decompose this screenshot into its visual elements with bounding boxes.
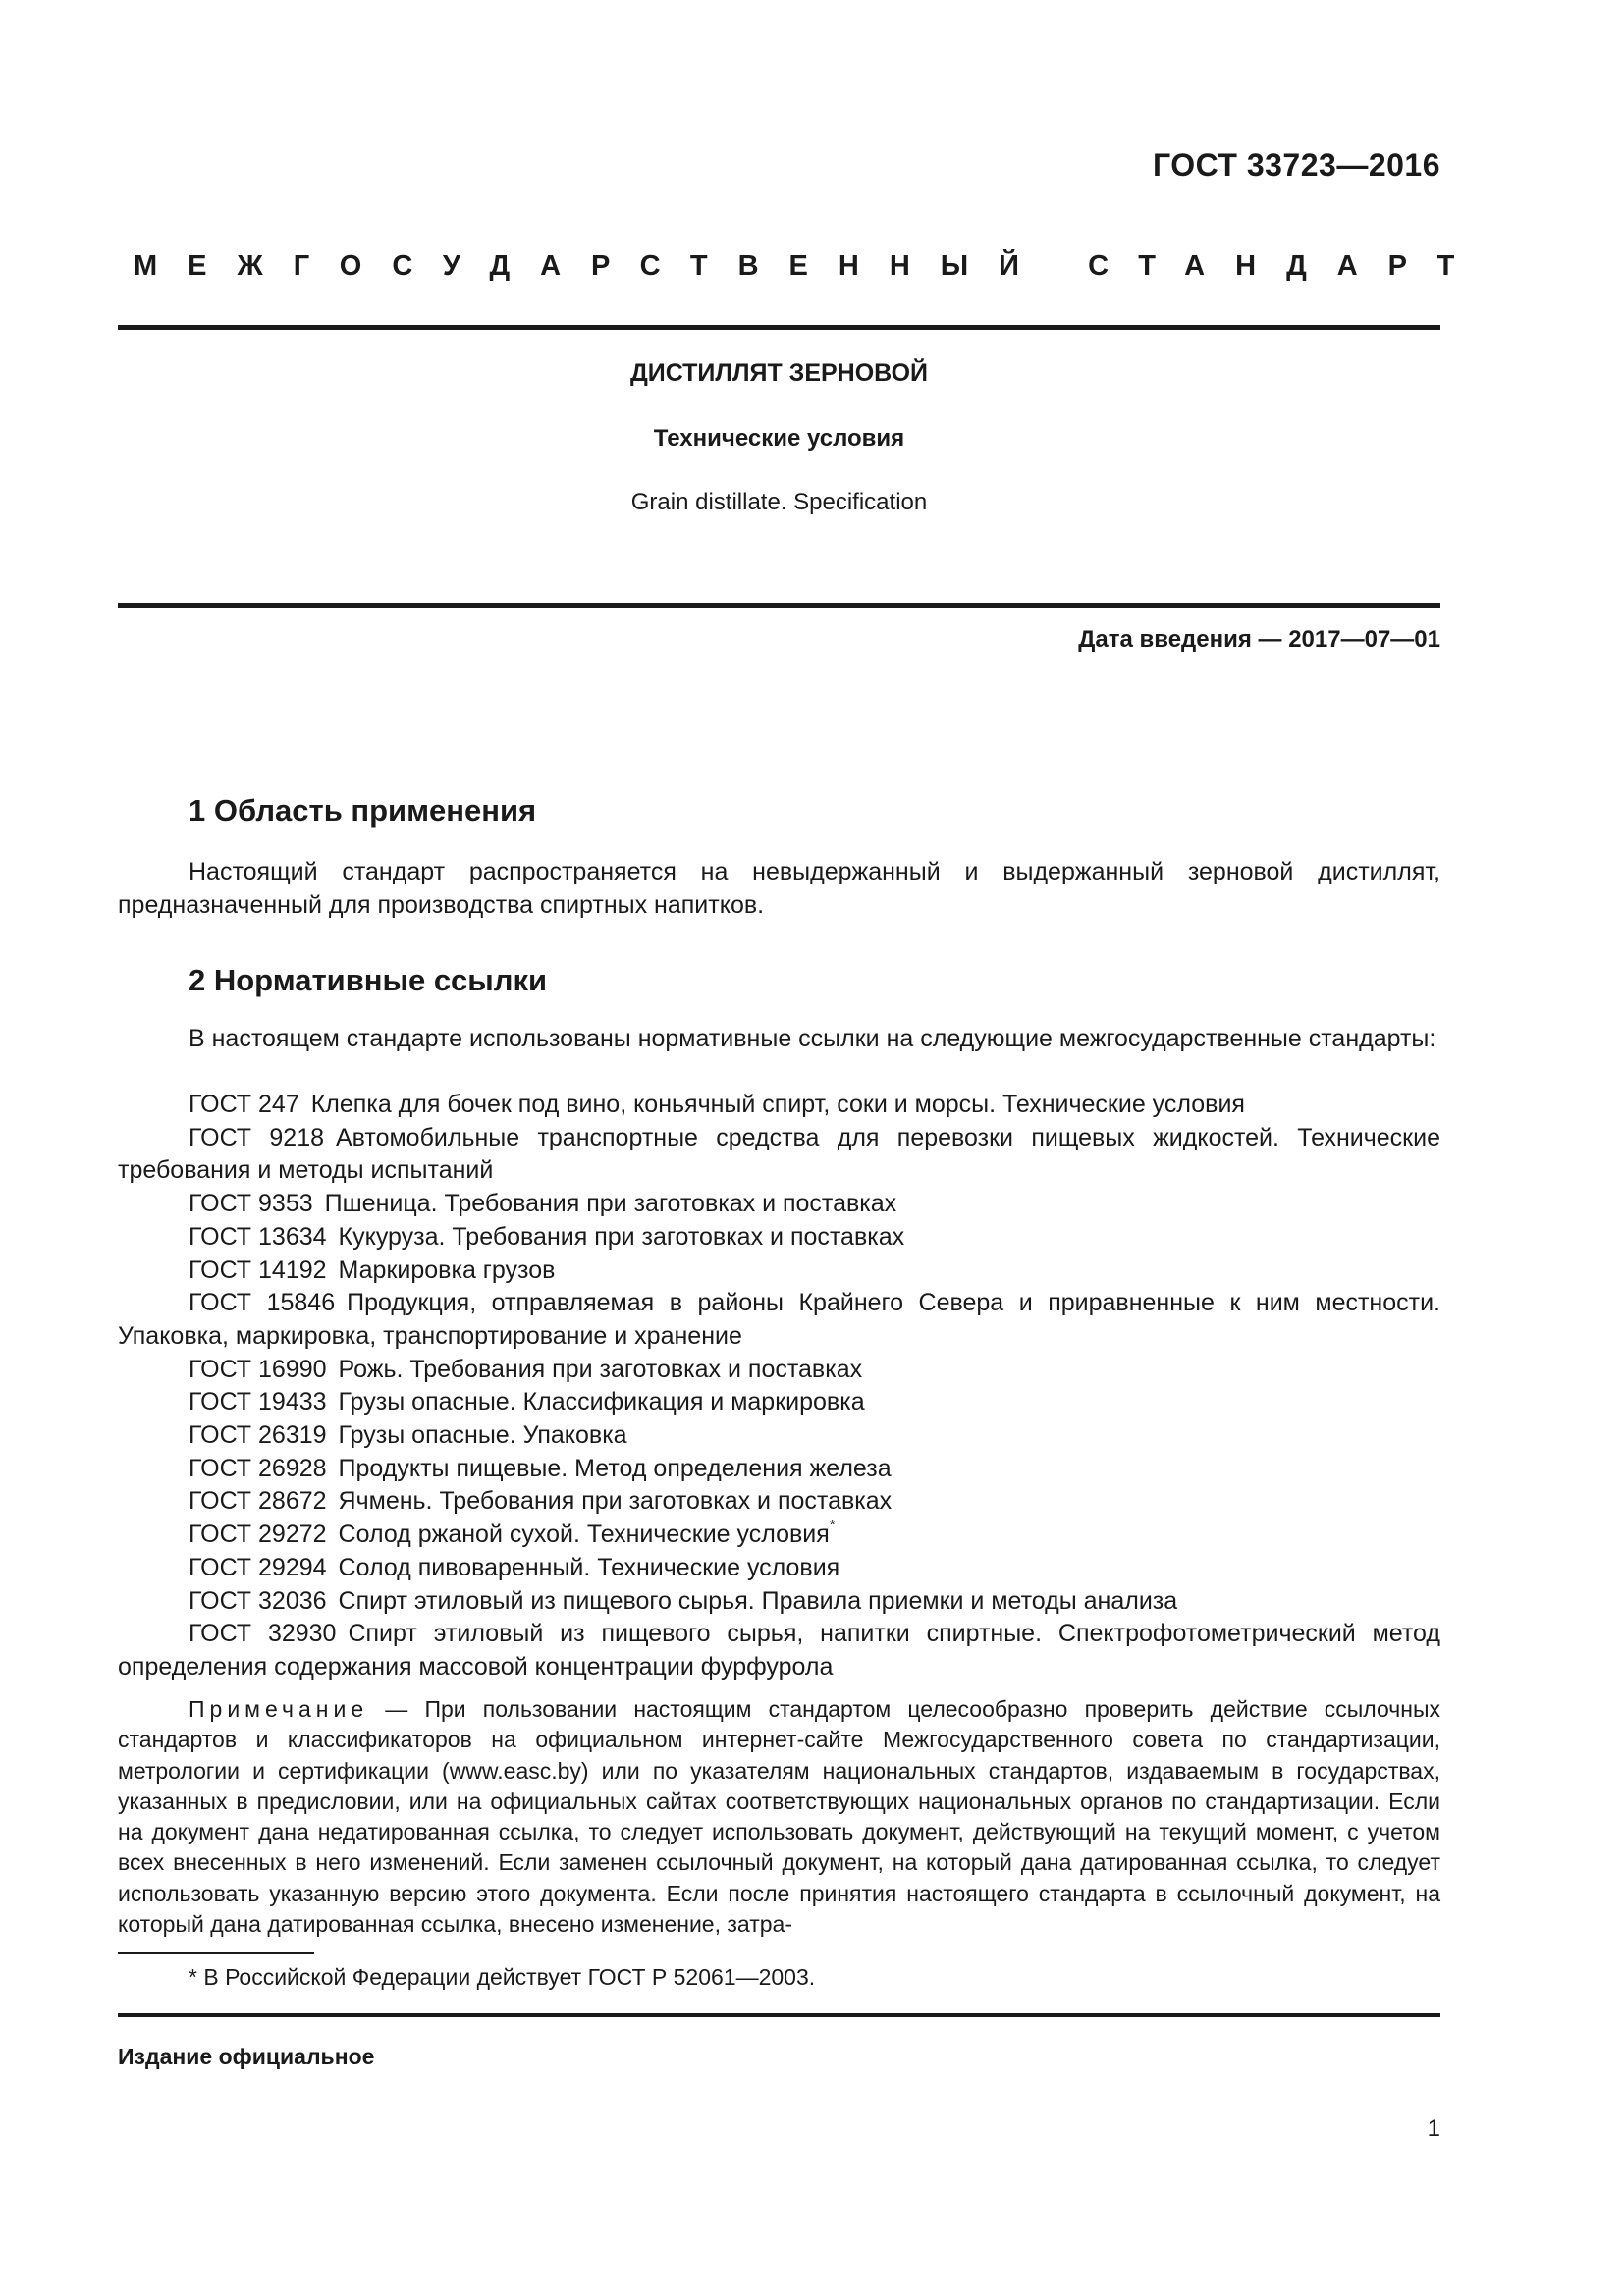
reference-code: ГОСТ 15846 xyxy=(189,1289,336,1317)
document-code: ГОСТ 33723—2016 xyxy=(1152,147,1440,183)
reference-item xyxy=(118,1618,1440,1683)
normative-references-list xyxy=(118,1089,1440,1684)
reference-title: Продукты пищевые. Метод определения железа xyxy=(338,1454,892,1482)
english-title: Grain distillate. Specification xyxy=(630,489,928,515)
section-1-heading: 1 Область применения xyxy=(189,793,537,828)
reference-title: Рожь. Требования при заготовках и поставках xyxy=(338,1355,863,1383)
reference-title: Грузы опасные. Классификация и маркировка xyxy=(338,1388,865,1416)
reference-item xyxy=(118,1453,1440,1486)
reference-title: Солод пивоваренный. Технические условия xyxy=(338,1553,840,1581)
reference-title: Спирт этиловый из пищевого сырья, напитки спиртные. Спектрофотометрический метод определения содержания массовой концентрации фурфурола xyxy=(118,1620,1440,1681)
reference-item xyxy=(118,1221,1440,1255)
reference-item xyxy=(118,1354,1440,1387)
reference-code: ГОСТ 29272 xyxy=(189,1521,327,1549)
reference-item xyxy=(118,1122,1440,1188)
reference-item xyxy=(118,1255,1440,1288)
reference-note xyxy=(118,1694,1440,1940)
reference-item xyxy=(118,1386,1440,1419)
reference-item xyxy=(118,1485,1440,1519)
reference-code: ГОСТ 32930 xyxy=(189,1620,337,1648)
page-number: 1 xyxy=(1427,2115,1440,2142)
reference-code: ГОСТ 13634 xyxy=(189,1222,327,1251)
reference-title: Солод ржаной сухой. Технические условия xyxy=(338,1521,830,1549)
reference-item xyxy=(118,1287,1440,1353)
reference-code: ГОСТ 26319 xyxy=(189,1421,327,1450)
reference-code: ГОСТ 247 xyxy=(189,1091,299,1118)
reference-code: ГОСТ 28672 xyxy=(189,1487,327,1516)
introduction-date: Дата введения — 2017—07—01 xyxy=(1078,626,1440,653)
standard-type-heading: МЕЖГОСУДАРСТВЕННЫЙ СТАНДАРТ xyxy=(134,250,1486,282)
reference-code: ГОСТ 9218 xyxy=(189,1123,324,1151)
reference-title: Ячмень. Требования при заготовках и поставках xyxy=(338,1487,893,1516)
reference-item xyxy=(118,1419,1440,1453)
reference-code: ГОСТ 14192 xyxy=(189,1255,327,1284)
edition-label: Издание официальное xyxy=(118,2044,375,2069)
reference-title: Клепка для бочек под вино, коньячный спирт, соки и морсы. Технические условия xyxy=(310,1091,1245,1118)
reference-code: ГОСТ 26928 xyxy=(189,1454,327,1482)
reference-title: Маркировка грузов xyxy=(338,1255,556,1284)
footnote: * В Российской Федерации действует ГОСТ Р 52061—2003. xyxy=(189,1964,816,1990)
section-1-text: Настоящий стандарт распространяется на невыдержанный и выдержанный зерновой дистиллят, предназначенный для производства спиртных напитков. xyxy=(118,858,1440,919)
reference-item xyxy=(118,1188,1440,1221)
reference-item xyxy=(118,1585,1440,1619)
footnote-marker: * xyxy=(829,1517,836,1534)
reference-title: Автомобильные транспортные средства для перевозки пищевых жидкостей. Технические требования и методы испытаний xyxy=(118,1123,1440,1185)
reference-title: Спирт этиловый из пищевого сырья. Правила приемки и методы анализа xyxy=(338,1586,1178,1615)
reference-code: ГОСТ 9353 xyxy=(189,1190,313,1218)
reference-item xyxy=(118,1519,1440,1552)
top-divider xyxy=(118,325,1440,330)
note-label: Примечание xyxy=(189,1696,369,1722)
note-text: — При пользовании настоящим стандартом целесообразно проверить действие ссылочных стандартов и классификаторов на официальном интернет-сайте Межгосударственного совета по стандартизации, метрологии и сертификации (www.easc.by) или по указателям национальных стандартов, издаваемым в государствах, указанных в предисловии, или на официальных сайтах соответствующих национальных органов по стандартизации. Если на документ дана недатированная ссылка, то следует использовать документ, действующий на текущий момент, с учетом всех внесенных в него изменений. Если заменен ссылочный документ, на который дана датированная ссылка, то следует использовать указанную версию этого документа. Если после принятия настоящего стандарта в ссылочный документ, на который дана датированная ссылка, внесено изменение, затра- xyxy=(118,1696,1440,1938)
document-title: ДИСТИЛЛЯТ ЗЕРНОВОЙ xyxy=(629,359,929,387)
document-page xyxy=(118,0,1486,2296)
title-divider xyxy=(118,603,1440,608)
reference-code: ГОСТ 19433 xyxy=(189,1388,327,1416)
section-2-heading: 2 Нормативные ссылки xyxy=(189,963,548,997)
reference-item xyxy=(118,1552,1440,1585)
reference-title: Продукция, отправляемая в районы Крайнего Севера и приравненные к ним местности. Упаковка, маркировка, транспортирование и хранение xyxy=(118,1289,1440,1350)
reference-code: ГОСТ 32036 xyxy=(189,1586,327,1615)
reference-title: Кукуруза. Требования при заготовках и поставках xyxy=(338,1222,905,1251)
reference-code: ГОСТ 16990 xyxy=(189,1355,327,1383)
reference-title: Грузы опасные. Упаковка xyxy=(338,1421,627,1450)
reference-item xyxy=(118,1089,1440,1122)
document-subtitle: Технические условия xyxy=(653,425,905,452)
section-2-intro: В настоящем стандарте использованы нормативные ссылки на следующие межгосударственные стандарты: xyxy=(189,1025,1436,1052)
reference-code: ГОСТ 29294 xyxy=(189,1553,327,1581)
reference-title: Пшеница. Требования при заготовках и поставках xyxy=(324,1190,897,1218)
bottom-divider xyxy=(118,2013,1440,2017)
footnote-divider xyxy=(118,1952,314,1954)
